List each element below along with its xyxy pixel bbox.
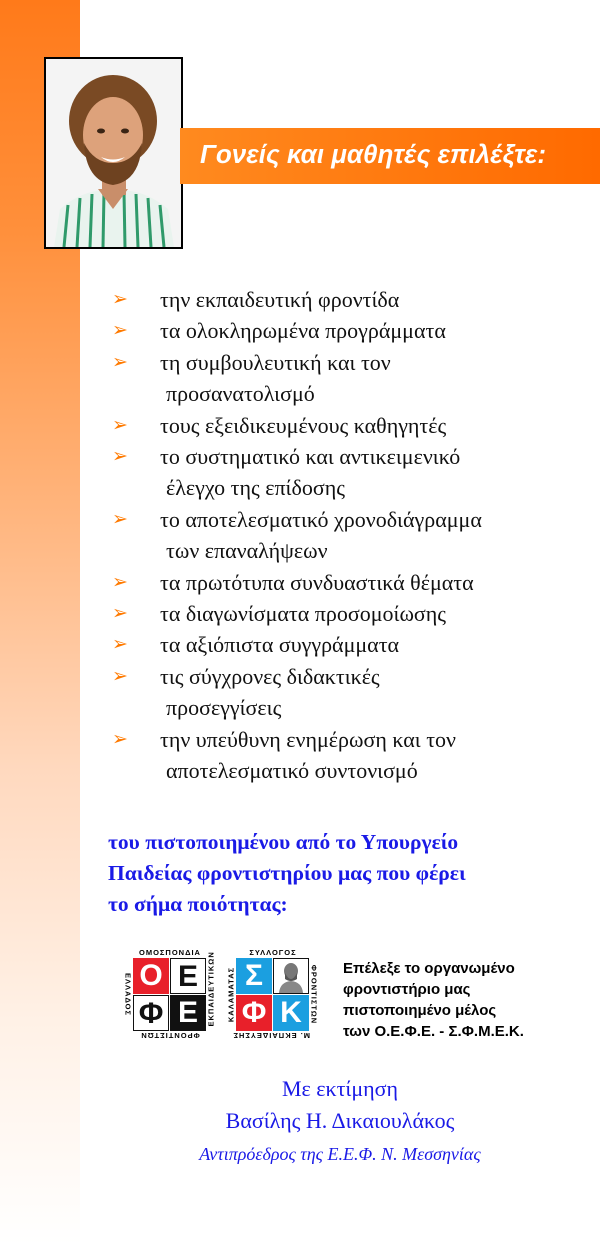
- sfmek-letter-2: Φ: [236, 995, 272, 1031]
- list-item: [108, 284, 588, 315]
- sfmek-letter-3: Κ: [273, 995, 309, 1031]
- arrowhead-icon: ➢: [112, 445, 128, 468]
- list-item: [108, 661, 588, 724]
- list-item-line: τους εξειδικευμένους καθηγητές: [160, 412, 447, 438]
- signature-greeting: Με εκτίμηση: [281, 1076, 399, 1101]
- certification-statement: [108, 827, 588, 920]
- oefe-letter-4: Ε: [170, 995, 206, 1031]
- logo-caption-line: πιστοποιημένο μέλος: [343, 1002, 497, 1019]
- oefe-letter-1: Ο: [133, 958, 169, 994]
- sfmek-logo: [225, 947, 320, 1042]
- list-item-line: τη συμβουλευτική και τον: [160, 349, 391, 375]
- list-item: [108, 347, 588, 410]
- arrowhead-icon: ➢: [112, 633, 128, 656]
- list-item: [108, 410, 588, 441]
- statement-line: Παιδείας φροντιστηρίου μας που φέρει: [108, 861, 466, 885]
- oefe-left-text: ΕΛΛΑΔΟΣ: [123, 973, 133, 1016]
- list-item: [108, 315, 588, 346]
- logo-caption: [343, 958, 593, 1042]
- oefe-bottom-text: ΦΡΟΝΤΙΣΤΩΝ: [140, 1031, 200, 1040]
- logo-caption-line: των Ο.Ε.Φ.Ε. - Σ.Φ.Μ.Ε.Κ.: [343, 1023, 524, 1040]
- list-item-line: τα αξιόπιστα συγγράμματα: [160, 632, 400, 658]
- list-item: [108, 504, 588, 567]
- sfmek-bottom-text: Μ. ΕΚΠΑΙΔΕΥΣΗΣ: [232, 1031, 310, 1040]
- signature-name: Βασίλης Η. Δικαιουλάκος: [225, 1108, 455, 1133]
- list-item-line: τα διαγωνίσματα προσομοίωσης: [160, 601, 447, 627]
- oefe-top-text: ΟΜΟΣΠΟΝΔΙΑ: [139, 948, 201, 957]
- oefe-letter-3: Φ: [133, 995, 169, 1031]
- arrowhead-icon: ➢: [112, 727, 128, 750]
- list-item-line: την υπεύθυνη ενημέρωση και τον: [160, 726, 456, 752]
- sfmek-top-text: ΣΥΛΛΟΓΟΣ: [249, 948, 297, 957]
- list-item: [108, 724, 588, 787]
- bust-emblem-icon: [273, 958, 309, 994]
- arrowhead-icon: ➢: [112, 288, 128, 310]
- list-item-line: των επαναλήψεων: [166, 538, 328, 564]
- arrowhead-icon: ➢: [112, 570, 128, 593]
- list-item-line: το συστηματικό και αντικειμενικό: [160, 444, 461, 470]
- list-item-line: την εκπαιδευτική φροντίδα: [160, 287, 400, 312]
- list-item-line: έλεγχο της επίδοσης: [166, 475, 345, 501]
- list-item-line: προσανατολισμό: [166, 381, 315, 407]
- signature-role: Αντιπρόεδρος της Ε.Ε.Φ. Ν. Μεσσηνίας: [199, 1144, 481, 1164]
- list-item: [108, 629, 588, 660]
- benefits-list: [108, 284, 588, 787]
- logo-caption-line: Επέλεξε το οργανωμένο: [343, 960, 515, 977]
- arrowhead-icon: ➢: [112, 507, 128, 530]
- list-item-line: τα πρωτότυπα συνδυαστικά θέματα: [160, 569, 474, 595]
- arrowhead-icon: ➢: [112, 319, 128, 342]
- list-item: [108, 567, 588, 598]
- sfmek-letter-1: Σ: [236, 958, 272, 994]
- list-item-line: τα ολοκληρωμένα προγράμματα: [160, 318, 446, 344]
- oefe-letter-2: Ε: [170, 958, 206, 994]
- portrait-photo: [44, 57, 183, 249]
- statement-line: του πιστοποιημένου από το Υπουργείο: [108, 830, 459, 854]
- list-item-line: προσεγγίσεις: [166, 695, 282, 721]
- list-item: [108, 598, 588, 629]
- arrowhead-icon: ➢: [112, 602, 128, 625]
- list-item-line: αποτελεσματικό συντονισμό: [166, 758, 418, 784]
- sfmek-right-text: ΦΡΟΝΤΙΣΤΩΝ: [309, 964, 319, 1025]
- oefe-right-text: ΕΚΠΑΙΔΕΥΤΙΚΩΝ: [206, 951, 216, 1027]
- headline-text: Γονείς και μαθητές επιλέξτε:: [200, 139, 547, 169]
- logo-caption-line: φροντιστήριο μας: [343, 981, 471, 998]
- arrowhead-icon: ➢: [112, 350, 128, 373]
- list-item-line: τις σύγχρονες διδακτικές: [160, 663, 380, 689]
- oefe-logo: [122, 947, 217, 1042]
- arrowhead-icon: ➢: [112, 664, 128, 687]
- sfmek-left-text: ΚΑΛΑΜΑΤΑΣ: [226, 966, 236, 1023]
- list-item-line: το αποτελεσματικό χρονοδιάγραμμα: [160, 506, 482, 532]
- list-item: [108, 441, 588, 504]
- arrowhead-icon: ➢: [112, 413, 128, 436]
- statement-line: το σήμα ποιότητας:: [108, 892, 288, 916]
